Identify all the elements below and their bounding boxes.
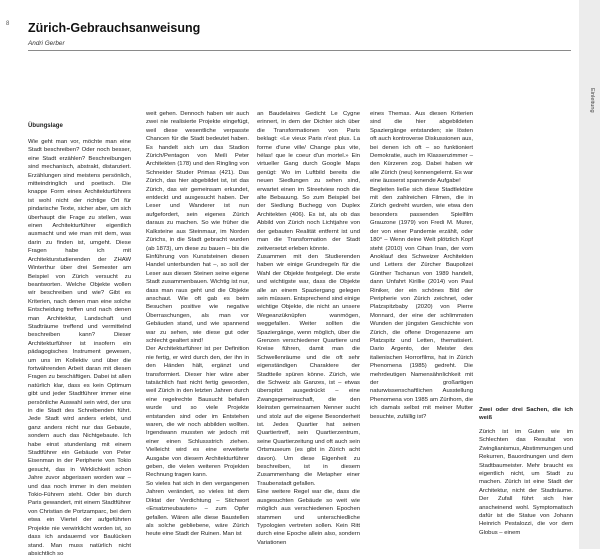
column-2-text: weit gehen. Dennoch haben wir auch zwei nie realisierte Projekte eingefügt, weil diese wesentliche verpasste Chancen für die Stadt bedeutet haben. Es handelt sich um das Stadion Zürich/Pentagon von Meili Peter Architekten (178) und den Ringling von Schneider Studer Primas (421). Das Zürich, das hier abgebildet ist, ist das Zürich, das wir gemeinsam erkundet, entdeckt und ausgesucht haben. Der Leser und Wanderer ist nun aufgefordert, sein eigenes Zürich daraus zu machen. So wie früher die Kalksteine aus Steinmaur, im Norden Zürichs, in die Stadt gebracht wurden (ab 1873), um diese zu bauen – bis die Einführung von Kunststeinen diesen Handel unterbunden hat –, so soll der Leser aus diesen Steinen seine eigene Stadt zusammenbauen. Wichtig ist nur, dass man raus geht und die Objekte anschaut. Wie oft gab es beim Besuchen positive wie negative Überraschungen, als man vor Gebäuden stand, und wie spannend war zu sehen, wie diese gut oder schlecht gealtert sind! Der Architekturführer ist per Definition nie fertig, er wird durch den, der ihn in den Händen hält, ergänzt und transformiert. Dieser hier wäre aber tatsächlich fast nicht fertig geworden, weil Zürich in den letzten Jahren durch eine regelrechte Bausucht befallen wurde und so viele Projekte entstanden sind oder im Entstehen waren, die wir noch abbilden wollten. Irgendwann mussten wir jedoch mit einer einen Schlussstrich ziehen. Vielleicht wird es eine erweiterte Ausgabe von diesem Architekturführer geben, die vielen weiteren Projekten Rechnung tragen kann. So vieles hat sich in den vergangenen Jahren verändert, so vieles ist dem Diktat der Verdichtung – Stichwort «Ersatzneubauten» – zum Opfer gefallen. Wären alle diese Baustellen als solche gebliebene, wäre Zürich heute eine Stadt der Ruinen. Man ist (146, 111, 249, 538)
section-heading-uebungslage: Übungslage (28, 122, 63, 129)
section-sidebar (579, 0, 600, 549)
column-4-text: eines Themas. Aus diesen Kriterien sind die hier abgebildeten Spaziergänge entstanden; sie lösten oft auch kontroverse Diskussionen aus, bei denen ich oft – so funktioniert Demokratie, auch im Klassenzimmer – den Kürzeren zog. Dabei haben wir alle Zürich (neu) kennengelernt. Es war eine äusserst spannende Aufgabe! Begleiten ließe sich diese Stadtlektüre mit den zahlreichen Filmen, die in Zürich gedreht wurden, wie etwa den besonders passenden Spielfilm Grauzone (1979) von Fredi M. Murer, der von einer Pandemie erzählt, oder 180° – Wenn deine Welt plötzlich Kopf steht (2010) von Cihan Inan, der vom Anoklauf des Schweizer Architekten und Letters der Zürcher Baupolizei Günther Tschanun von 1989 handelt, dann Unfahrt Kirillie (2014) von Paul Riniker, der ein schönes Bild der Peripherie von Zürich zeichnet, oder Platzspitzbaby (2020) von Pierre Monnard, der eine der schlimmsten Wunden der jüngsten Geschichte von Zürich, die offene Drogenszene am Platzspitz und Letten, thematisiert. Dario Argento, der Meister des italienischen Horrorfilms, hat in Zürich Phenomena (1985) gedreht. Die mehrdeutigen Namensähnlichkeit mit der großartigen naturwissenschaftlichen Ausstellung Phenomena von 1985 am Zürihorn, die ich damals selbst mit meiner Mutter besuchte, zufällig ist? (370, 111, 473, 420)
section-heading-zwei-oder-drei: Zwei oder drei Sachen, die ich weiß (479, 407, 573, 421)
column-3-text: an Baudelaires Gedicht Le Cygne erinnert, in dem der Dichter sich über die Transformationen von Paris beklagt: «Le vieux Paris n'est plus. La forme d'une ville/ Change plus vite, hélas! que le coeur d'un mortel.» Ein virtueller Gang durch Google Maps genügt: Wo im Luftbild bereits die neuen Siedlungen zu sehen sind, erwartet einen im Streetview noch die alte Bebauung. So zum Beispiel bei der Siedlung Buchegg von Duplex Architekten (406). Es ist, als ob das Abbild von Zürich noch Lichtjahre von der gebauten Realität entfernt ist und man die Transformation der Stadt zeitversetzt erleben könnte. Zusammen mit den Studierenden haben wir einige Grundregeln für die Wahl der Objekte festgelegt. Die erste und wichtigste war, dass die Objekte alle an einem Spaziergang gelegen sein müssen. Entsprechend sind einige wichtige Objekte, die nicht an unsere Wegeanzüknüpfen wanmögen, weggefallen. Weiter sollten die Spaziergänge, wenn möglich, über die Grenzen verschiedener Quartiere und Kreise führen, damit man die Schwellenräume und die oft sehr eigenständigen Charaktere der Stadtteile spüren könne. Zürich, wie die Schweiz als Ganzes, ist – etwas überspitzt ausgedrückt – eine Zwangsgemeinschaft, die den kleinsten gemeinsamen Nenner sucht und stolz auf die eigene Besonderheit ist. Jedes Quartier hat seinen Quartiertreff, sein Quartierzentrum, seine Quartierzeitung und oft auch sein Ortsmuseum (es gibt in Zürich acht davon). Um diese Eigenheit zu beschreiben, ist in diesem Zusammenhang die Metapher einer Traubenstadt gefallen. Eine weitere Regel war die, dass die ausgesuchten Gebäude so weit wie möglich aus verschiedenen Epochen stammen und unterschiedliche Typologien vertreten sollen. Kein Ritt durch eine Epoche allein also, sondern Variationen (257, 111, 360, 546)
text-column-3 (257, 110, 360, 547)
text-column-5 (479, 110, 573, 537)
column-1-text: Wie geht man vor, möchte man eine Stadt beschreiben? Oder noch besser, eine Stadt erzählen? Beschreibungen sind mechanisch, abstrakt, distanziert. Erzählungen sind meistens persönlich, mitteindringlich und poetisch. Die knappe Form eines Architekturführers ist wohl nicht der richtige Ort für pindarische Texte, sicher aber, um sich überhaupt die Frage zu stellen, was einen Architekturführer eigentlich ausmacht und wie man mit dem, was darin zu finden ist, umgeht. Diese Fragen habe ich mit Architekturstudierenden der ZHAW Winterthur über drei Semester am Beispiel von Zürich versucht zu beantworten. Welche Objekte wollen wir beschreiben und wie? Gibt es Kriterien, nach denen man eine solche Entscheidung treffen und nach denen man Architektur, Landschaft und Stadträume treffend und vermittelnd beschreiben kann? Dieser Architekturführer ist insofern ein pädagogisches Instrument gewesen, um uns im Kollektiv und über die fortwährenden Arbeit daran mit diesen Fragen zu beschäftigen. Dabei ist allen natürlich klar, dass es kein Optimum gibt und jeder Stadtführer immer eine persönliche Auswahl sein wird, der uns in die Stadt des Schreibenden führt. Jede Stadt wird anders erlebt, und ganz anders nicht nur das Gebaute, sondern auch das Nichtgebaute. Ich habe einst stundenlang mit einem Stadtführer ein Gebäude von Peter Eisenman in der Peripherie von Tokio gesucht, das in Wirklichkeit schon Jahre zuvor abgerissen worden war – und das noch immer in den meisten Tokio-Führern steht. Oder bin durch Paris gewandert, mit einem Stadtführer von Christian de Portzamparc, bei dem etwa ein Viertel der aufgeführten Projekte nie verwirklicht worden ist, so dass ich andauernd vor Baulücken stand. Man muss natürlich nicht absichtlich so (28, 139, 131, 557)
author-name: Andri Gerber (28, 40, 65, 47)
header-rule (28, 50, 571, 51)
article-title: Zürich-Gebrauchsanweisung (28, 21, 201, 35)
section-tab-label: Einleitung (589, 88, 595, 113)
page-number-left: 8 (6, 21, 10, 27)
text-column-2 (146, 110, 249, 539)
text-column-1 (28, 110, 131, 558)
text-column-4 (370, 110, 473, 421)
column-5-text: Zürich ist im Guten wie im Schlechten das Resultat von Zwinglianismus, Abstimmungen und Rekurren, Bauordnungen und dem Stadtbaumeister. Mehr braucht es eigentlich nicht, um Stadt zu machen. Zürich ist eine Stadt der Architektur, nicht der Stadträume. Der Zufall führt sich hier anscheinend wohl. Symptomatisch dafür ist die Statue von Johann Heinrich Pestalozzi, die vor dem Globus – einem (479, 429, 573, 536)
